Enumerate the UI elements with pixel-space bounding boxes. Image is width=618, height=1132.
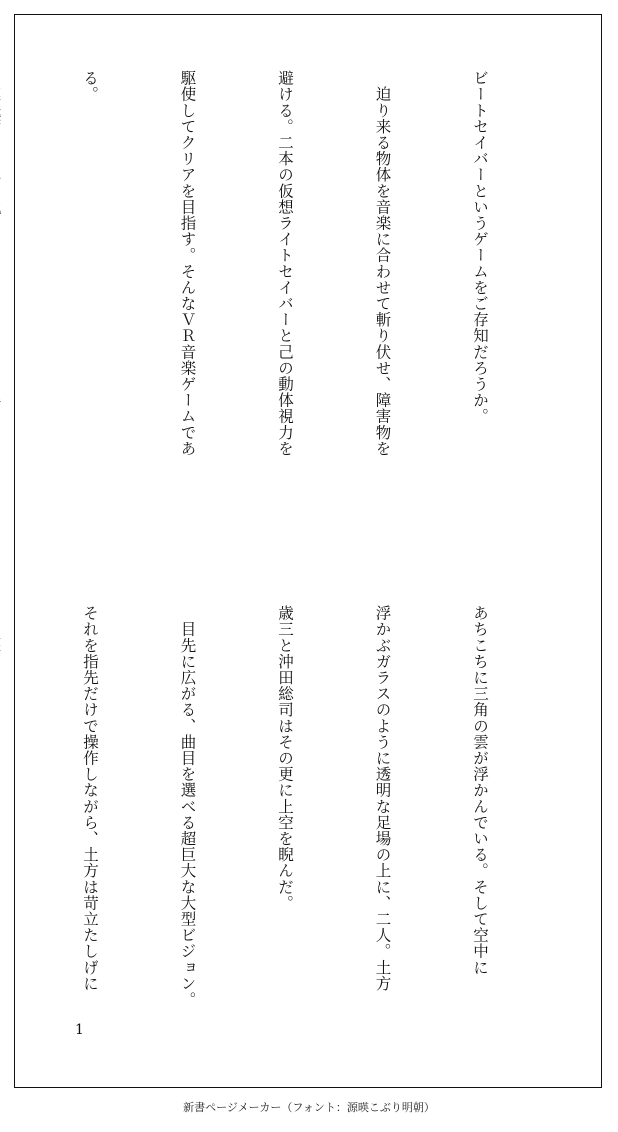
text-line: 浮かぶガラスのように透明な足場の上に、二人。土方 [373, 605, 392, 992]
text-line: それを指先だけで操作しながら、土方は苛立たしげに [81, 605, 99, 992]
page-frame [14, 14, 602, 1088]
text-line [0, 70, 9, 555]
text-line: 歳三と沖田総司はその更に上空を睨んだ。 [276, 605, 294, 911]
footer-caption: 新書ページメーカー（フォント：源暎こぶり明朝） [183, 1101, 435, 1114]
text-line: 駆使してクリアを目指す。そんなＶＲ音楽ゲームであ [178, 70, 197, 457]
lower-text-block [13, 605, 561, 1045]
text-line: る。 [81, 70, 99, 103]
text-line: あちこちに三角の雲が浮かんでいる。そして空中に [471, 605, 489, 976]
text-line [0, 605, 9, 1045]
text-line: 避ける。二本の仮想ライトセイバーと己の動体視力を [276, 70, 294, 457]
text-line: ビートセイバーというゲームをご存知だろうか。 [471, 70, 489, 425]
page-number: 1 [75, 1022, 84, 1038]
text-line: 迫り来る物体を音楽に合わせて斬り伏せ、障害物を [373, 70, 392, 457]
text-line: 目先に広がる、曲目を選べる超巨大な大型ビジョン。 [178, 605, 197, 1008]
upper-text-block [13, 70, 561, 555]
